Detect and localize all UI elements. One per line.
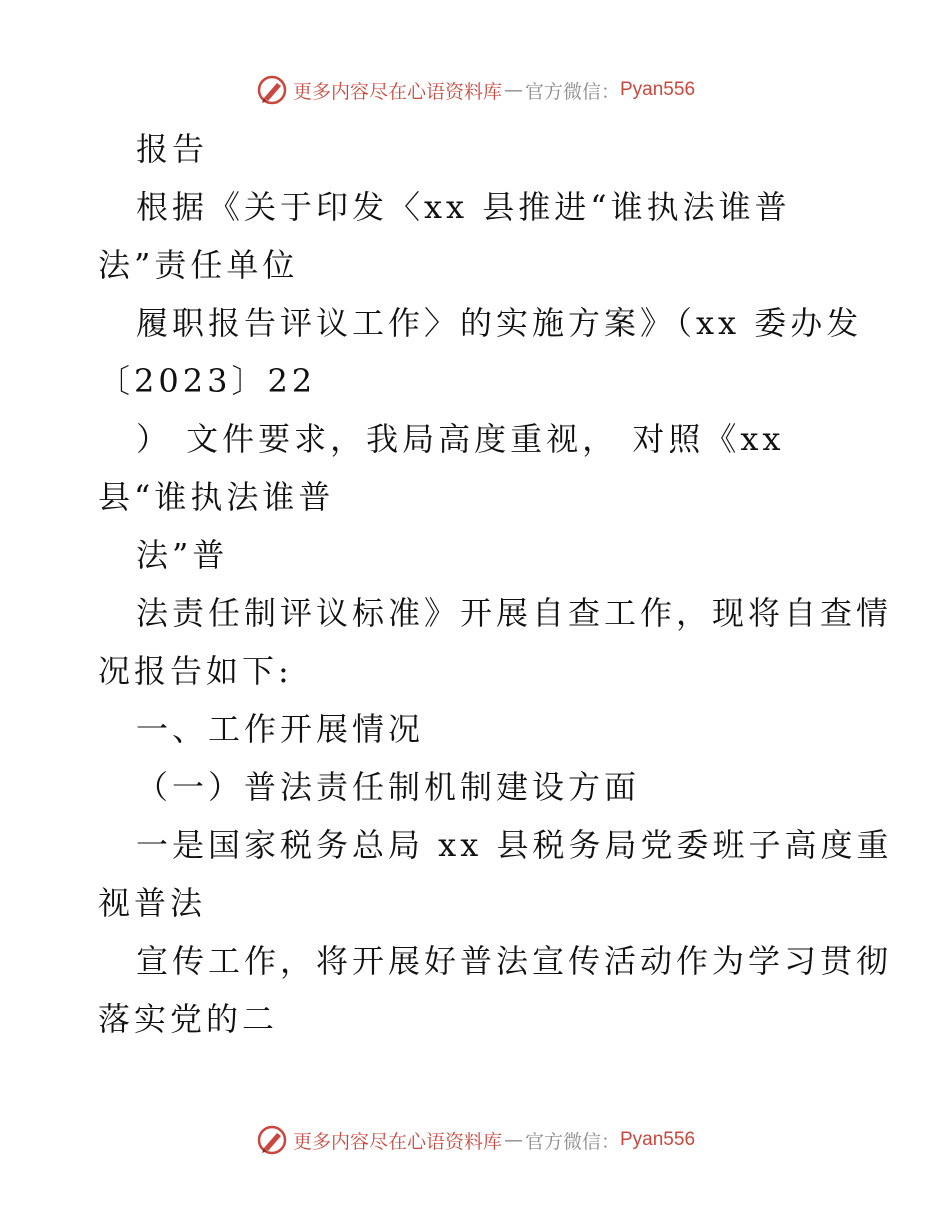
text-line: 法责任制评议标准》开展自查工作，现将自查情 [136,594,893,632]
header-banner [0,70,950,110]
banner-text: 更多内容尽在心语资料库 [292,1130,502,1153]
banner-text: 更多内容尽在心语资料库 [292,80,502,103]
text-line: 宣传工作，将开展好普法宣传活动作为学习贯彻 [136,942,893,980]
text-line: 履职报告评议工作〉的实施方案》（xx 委办发 [136,304,863,342]
pen-logo-icon [255,1123,289,1157]
footer-banner [0,1120,950,1160]
banner-wechat-label: 官方微信： [524,80,620,103]
banner-separator: — [503,1129,523,1151]
text-line: ） 文件要求，我局高度重视， 对照《xx [136,420,785,458]
text-line: 法”普 [136,536,229,574]
text-line: 根据《关于印发〈xx 县推进“谁执法谁普 [136,188,791,226]
text-line: （一）普法责任制机制建设方面 [136,768,641,806]
text-line: 〔2023〕22 [98,362,317,400]
banner-wechat-id: Pyan556 [620,79,696,100]
text-line: 况报告如下: [98,652,293,690]
banner-wechat-id: Pyan556 [620,1129,696,1150]
text-line: 一、工作开展情况 [136,710,425,748]
text-line: 视普法 [98,884,207,922]
text-line: 报告 [136,130,209,168]
banner-wechat-label: 官方微信： [524,1130,620,1153]
text-line: 落实党的二 [98,1000,279,1038]
document-body [98,120,893,1048]
banner-separator: — [503,79,523,101]
pen-logo-icon [255,73,289,107]
text-line: 县“谁执法谁普 [98,478,335,516]
text-line: 一是国家税务总局 xx 县税务局党委班子高度重 [136,826,893,864]
text-line: 法”责任单位 [98,246,299,284]
